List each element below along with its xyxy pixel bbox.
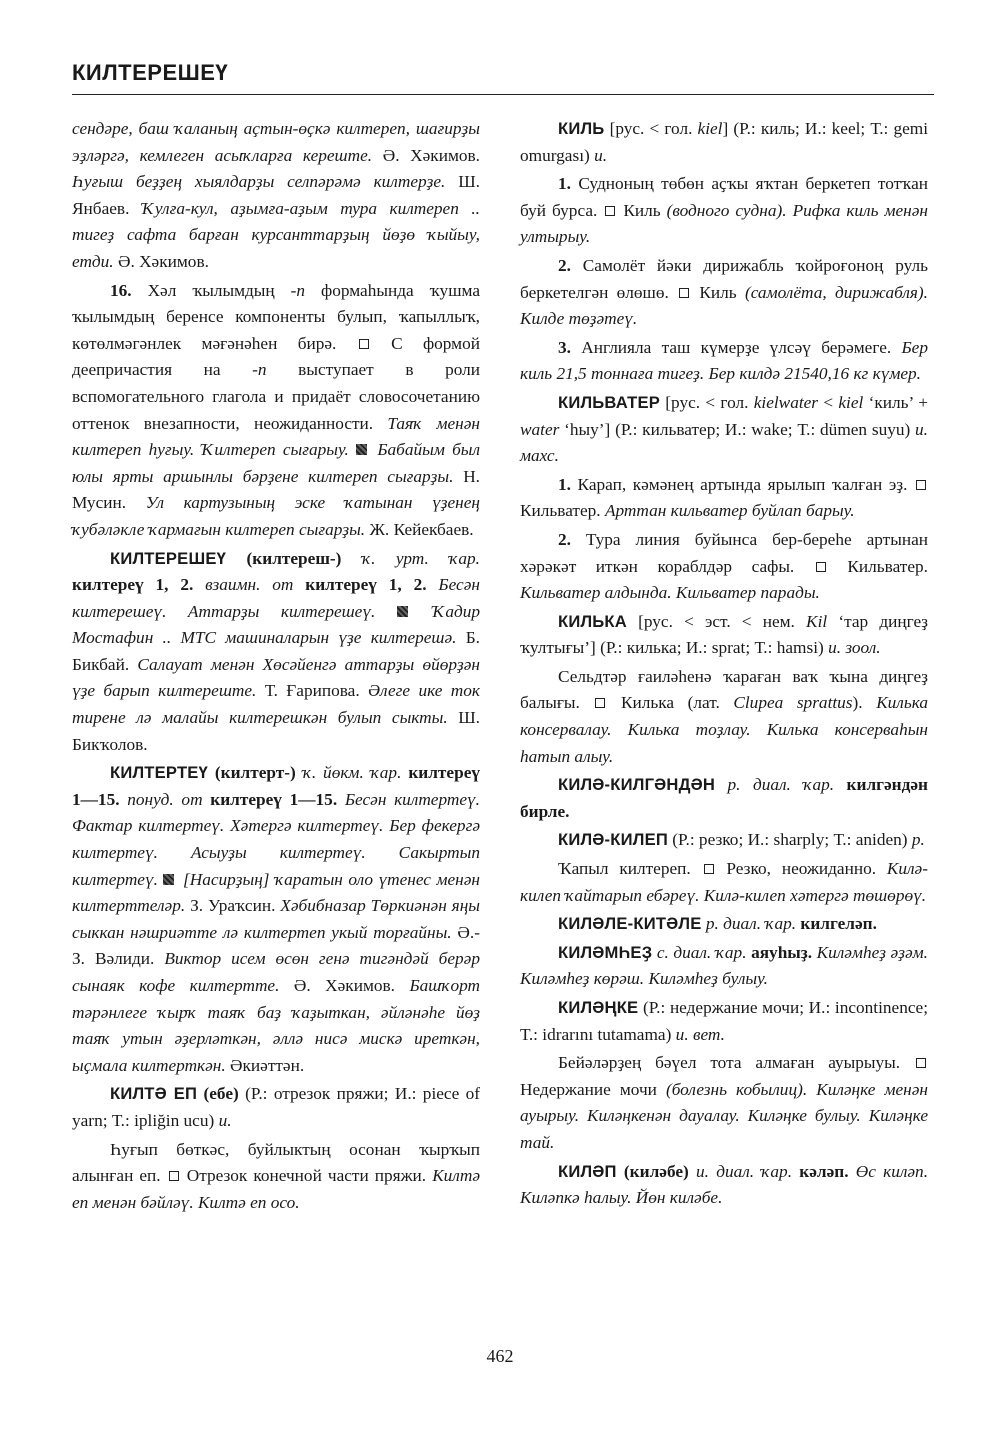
entry-kilka: КИЛЬКА [рус. < эст. < нем. Kil ‘тар диңгеҙ ҡултығы’] (Р.: килька; И.: sprat; Т.: hamsi) и. зоол. <box>520 611 928 658</box>
headword: КИЛӘП <box>558 1161 617 1181</box>
entry-kile-kilgennen: КИЛӘ-КИЛГӘНДӘН р. диал. ҡар. килгәндән бирле. <box>520 775 928 821</box>
headword: КИЛЬКА <box>558 611 627 631</box>
entry-kilte-ep-definition: Һуғып бөткәс, буйлыктың осонан ҡырҡып алынған еп. Отрезок конечной части пряжи. Килтә еп менән бәйләү. Килтә еп осо. <box>72 1139 480 1212</box>
entry-kiltereshey: КИЛТЕРЕШЕҮ (килтереш-) ҡ. урт. ҡар. килтереү 1, 2. взаимн. от килтереү 1, 2. Бесән килтерешеү. Аттарҙы килтерешеү. Ҡадир Мостафин .. МТС машиналарын үҙе килтерешә. Б. Бикбай. Салауат менән Хөсәйенгә аттарҙы өйөрҙән үҙе барып килтереште. Т. Ғарипова. Әлеге ике ток тирене лә малайы килтерешкән булып сыкты. Ш. Бикҡолов. <box>72 548 481 754</box>
headword: КИЛТӘ ЕП <box>110 1084 198 1104</box>
entry-kile-kilep-definition: Ҡапыл килтереп. Резко, неожиданно. Килә-килеп ҡайтарып ебәреү. Килә-килеп хәтергә төшөрөү. <box>520 859 928 905</box>
translation-marker-icon <box>605 206 615 216</box>
sense-2: 2. Самолёт йәки дирижабль ҡойроғоноң руль беркетелгән өлөшө. Киль (самолёта, дирижабля). Килде төҙәтеү. <box>520 255 929 329</box>
entry-kilka-definition: Сельдтәр ғаиләһенә ҡараған ваҡ ҡына диңгеҙ балығы. Килька (лат. Clupea sprattus). Килька консервалау. Килька тоҙлау. Килька консерваһын һатып алыу. <box>520 666 928 766</box>
headword: КИЛӘ-КИЛГӘНДӘН <box>558 775 716 795</box>
citation-marker-icon <box>397 606 408 617</box>
left-column <box>72 116 480 1218</box>
translation-marker-icon <box>679 288 689 298</box>
sense-16: 16. Хәл ҡылымдың -п формаһында ҡушма ҡылымдың беренсе компоненты булып, ҡапыллыҡ, көтөлмәгәнлек мәғәнәһен бирә. С формой деепричастия на -п выступает в роли вспомогательного глагола и придаёт словосочетанию оттенок внезапности, неожиданности. Таяҡ менән килтереп һуғыу. Ҡилтереп сығарыу. Бабайым был юлы ярты аршынлы бәрҙене килтереп сығарҙы. Н. Мусин. Ул картузының эске ҡатынан үҙенең ҡубәләкле ҡармағын килтереп сығарҙы. Ж. Кейекбаев. <box>72 280 480 539</box>
entry-kiltertey: КИЛТЕРТЕҮ (килтерт-) ҡ. йөкм. ҡар. килтереү 1—15. понуд. от килтереү 1—15. Бесән килтертеү. Фактар килтертеү. Хәтергә килтертеү. Бер фекергә килтертеү. Асыуҙы килтертеү. Сакыртып килтертеү. [Насирҙың] ҡаратын оло үтенес менән килтерттеләр. З. Ураҡсин. Хәбибназар Төркиәнән яңы сыккан нәшриәтте лә килтертеп укый торғайны. Ә.-З. Вәлиди. Виктор исем өсөн генә тигәндәй берәр сынаяк кофе килтертте. Ә. Хәкимов. Башҡорт тәрәнлеге ҡырҡ таяҡ баҙ ҡаҙыткан, әйләнәһе йөҙ таяҡ утын әҙерләткән, әллә нисә мискә иреткән, ыҫмала килтерткән. Әкиәттән. <box>72 763 481 1075</box>
translation-marker-icon <box>359 339 369 349</box>
running-head: КИЛТЕРЕШЕҮ <box>72 60 229 85</box>
entry-kile-kilep: КИЛӘ-КИЛЕП (Р.: резко; И.: sharply; Т.: aniden) р. <box>558 830 925 850</box>
entry-kilvater: КИЛЬВАТЕР [рус. < гол. kielwater < kiel ‘киль’ + water ‘һыу’] (Р.: кильватер; И.: wake; Т.: dümen suyu) и. махс. <box>520 392 929 466</box>
translation-marker-icon <box>704 864 714 874</box>
translation-marker-icon <box>595 698 605 708</box>
entry-kilenke-definition: Бейәләрҙең бәүел тота алмаған ауырыуы. Недержание мочи (болезнь кобылиц). Киләңке менән ауырыу. Киләңкенән дауалау. Киләңке булыу. Киләңке тай. <box>520 1053 929 1152</box>
sense-3: 3. Англияла таш күмерҙе үлсәү берәмеге. Бер киль 21,5 тоннаға тигеҙ. Бер килдә 21540,16 кг күмер. <box>520 337 928 384</box>
translation-marker-icon <box>816 562 826 572</box>
headword: КИЛТЕРЕШЕҮ <box>110 548 227 568</box>
headword: КИЛЬ <box>558 119 605 138</box>
entry-kilemhez: КИЛӘМҺЕҘ с. диал. ҡар. аяуһыҙ. Киләмһеҙ әҙәм. Киләмһеҙ көрәш. Киләмһеҙ булыу. <box>520 942 928 989</box>
right-column <box>520 116 928 1214</box>
entry-kilep: КИЛӘП (киләбе) и. диал. ҡар. кәләп. Өс киләп. Киләпкә һалыу. Йөн киләбе. <box>520 1161 929 1208</box>
headword: КИЛӘМҺЕҘ <box>558 942 653 962</box>
entry-kilenke: КИЛӘҢКЕ (Р.: недержание мочи; И.: incontinence; Т.: idrarını tutamama) и. вет. <box>520 998 928 1044</box>
citation-marker-icon <box>163 874 174 885</box>
translation-marker-icon <box>169 1171 179 1181</box>
headword: КИЛӘҢКЕ <box>558 998 639 1017</box>
headword: КИЛЬВАТЕР <box>558 392 661 412</box>
entry-kilele-kitele: КИЛӘЛЕ-КИТӘЛЕ р. диал. ҡар. килгеләп. <box>558 914 877 934</box>
entry-continuation: сендәре, баш ҡаланың аҫтын-өҫкә килтереп, шағирҙы эҙләргә, кемлеген асыҡларға кереште. Ә. Хәкимов. Һуғыш беҙҙең хыялдарҙы селпәрәмә килтерҙе. Ш. Янбаев. Ҡулға-кул, аҙымға-аҙым тура килтереп .. тигеҙ сафта барған курсанттарҙың йөҙө ҡыйыу, етди. Ә. Хәкимов. <box>72 119 480 271</box>
sense-1: 1. Карап, кәмәнең артында ярылып ҡалған эҙ. Кильватер. Арттан кильватер буйлап барыу. <box>520 472 928 525</box>
translation-marker-icon <box>916 480 926 490</box>
citation-marker-icon <box>356 444 367 455</box>
entry-kilte-ep: КИЛТӘ ЕП (ебе) (Р.: отрезок пряжи; И.: piece of yarn; Т.: ipliğin ucu) и. <box>72 1084 481 1130</box>
page-header <box>72 58 934 95</box>
page-number: 462 <box>486 1346 514 1366</box>
headword: КИЛӘ-КИЛЕП <box>558 830 668 850</box>
translation-marker-icon <box>916 1058 926 1068</box>
headword: КИЛӘЛЕ-КИТӘЛЕ <box>558 914 702 934</box>
sense-1: 1. Судноның төбөн аҫҡы яҡтан беркетеп тотҡан буй бурса. Киль (водного судна). Рифка киль менән ултырыу. <box>520 174 928 247</box>
sense-2: 2. Тура линия буйынса бер-береһе артынан хәрәкәт иткән кораблдәр сафы. Кильватер. Кильватер алдында. Кильватер парады. <box>520 529 928 603</box>
headword: КИЛТЕРТЕҮ <box>110 763 208 783</box>
entry-kil: КИЛЬ [рус. < гол. kiel] (Р.: киль; И.: keel; Т.: gemi omurgası) и. <box>520 119 928 165</box>
